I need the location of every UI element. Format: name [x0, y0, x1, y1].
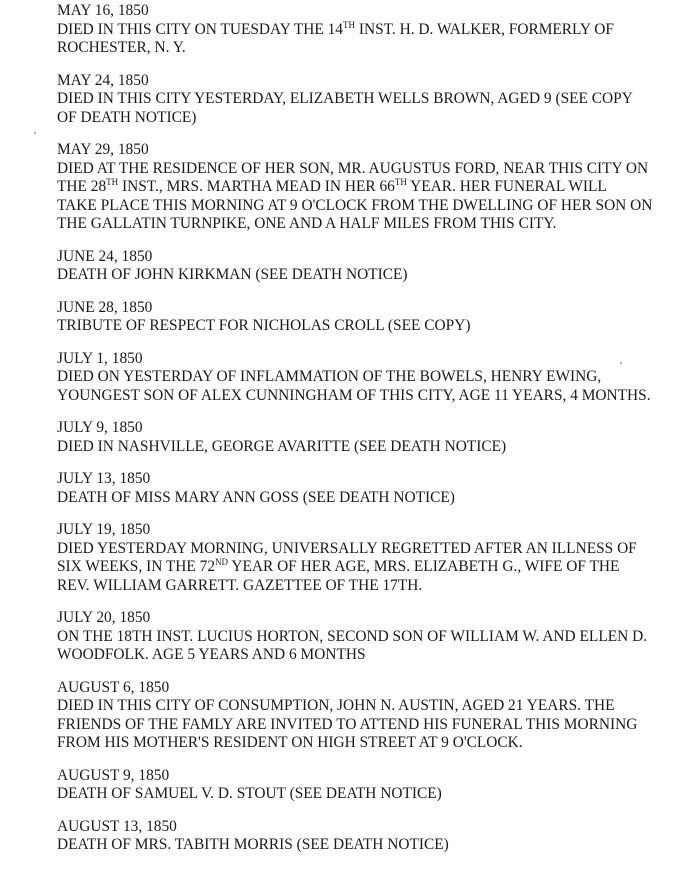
notice-text: WOODFOLK. AGE 5 YEARS AND 6 MONTHS [57, 646, 366, 663]
notice-date: MAY 16, 1850 [57, 2, 149, 19]
notice-text-line [57, 90, 687, 109]
notice-text: DIED IN NASHVILLE, GEORGE AVARITTE (SEE DEATH NOTICE) [57, 437, 507, 455]
notice-entry [57, 248, 687, 285]
ordinal-suffix: ND [215, 556, 229, 567]
notice-date: JULY 1, 1850 [57, 349, 143, 367]
notice-text-line [57, 215, 687, 234]
notice-entry [57, 419, 687, 456]
notice-text-line [57, 577, 687, 596]
notice-text-line [57, 785, 687, 804]
notice-text: DEATH OF MRS. TABITH MORRIS (SEE DEATH NOTICE) [57, 836, 449, 853]
notice-text-line [57, 178, 687, 197]
notice-text-line [57, 39, 687, 58]
ordinal-suffix: TH [106, 176, 119, 187]
notice-text: INST. H. D. WALKER, FORMERLY OF [355, 20, 614, 38]
notice-text: REV. WILLIAM GARRETT. GAZETTEE OF THE 17TH. [57, 576, 423, 594]
notice-text: YEAR. HER FUNERAL WILL [406, 178, 607, 195]
notice-text: TRIBUTE OF RESPECT FOR NICHOLAS CROLL (SEE COPY) [57, 317, 471, 334]
notice-text: DIED YESTERDAY MORNING, UNIVERSALLY REGRETTED AFTER AN ILLNESS OF [57, 539, 637, 557]
notice-entry [57, 350, 687, 406]
notice-text-line [57, 734, 687, 753]
notice-entry [57, 818, 687, 855]
notice-text-line [57, 438, 687, 457]
notice-text-line [57, 540, 687, 559]
notice-text: ROCHESTER, N. Y. [57, 39, 186, 56]
notice-entry [57, 72, 687, 128]
notice-date: MAY 29, 1850 [57, 141, 149, 158]
notice-date: JULY 20, 1850 [57, 609, 151, 626]
notice-text-line [57, 646, 687, 665]
notice-text: FRIENDS OF THE FAMLY ARE INVITED TO ATTEND HIS FUNERAL THIS MORNING [57, 715, 638, 733]
notice-text: INST., MRS. MARTHA MEAD IN HER 66 [118, 178, 395, 195]
notice-entry [57, 521, 687, 595]
notice-entry [57, 470, 687, 507]
notice-text: OF DEATH NOTICE) [57, 108, 197, 126]
notice-date: AUGUST 13, 1850 [57, 817, 177, 835]
notice-text: DEATH OF SAMUEL V. D. STOUT (SEE DEATH NOTICE) [57, 785, 442, 802]
notice-text: YEAR OF HER AGE, MRS. ELIZABETH G., WIFE OF THE [228, 558, 620, 575]
notice-text-line [57, 368, 687, 387]
notice-date: JUNE 28, 1850 [57, 298, 153, 316]
notice-text-line [57, 317, 687, 336]
notice-date: JULY 9, 1850 [57, 419, 143, 436]
notice-entry [57, 679, 687, 753]
notice-date: AUGUST 9, 1850 [57, 766, 170, 784]
notice-date: MAY 24, 1850 [57, 71, 149, 89]
notice-text: FROM HIS MOTHER'S RESIDENT ON HIGH STREET AT 9 O'CLOCK. [57, 734, 523, 751]
notice-text-line [57, 489, 687, 508]
notice-text: DIED AT THE RESIDENCE OF HER SON, MR. AUGUSTUS FORD, NEAR THIS CITY ON [57, 159, 649, 177]
notice-date: AUGUST 6, 1850 [57, 678, 170, 696]
notice-entry [57, 141, 687, 234]
notice-text-line [57, 109, 687, 128]
notice-entry [57, 299, 687, 336]
notice-text: DIED IN THIS CITY ON TUESDAY THE 14 [57, 20, 344, 38]
notice-text-line [57, 697, 687, 716]
notice-text-line [57, 558, 687, 577]
notice-text: THE 28 [57, 178, 107, 195]
notice-text-line [57, 21, 687, 40]
notice-date: JULY 19, 1850 [57, 521, 151, 538]
notice-text-line [57, 387, 687, 406]
notice-entry [57, 609, 687, 665]
notice-text-line [57, 160, 687, 179]
scan-speck [620, 362, 622, 364]
notice-text: DIED ON YESTERDAY OF INFLAMMATION OF THE BOWELS, HENRY EWING, [57, 368, 602, 385]
notice-entry [57, 2, 687, 58]
notice-text-line [57, 716, 687, 735]
notice-date: JUNE 24, 1850 [57, 247, 153, 265]
notice-text: TAKE PLACE THIS MORNING AT 9 O'CLOCK FROM THE DWELLING OF HER SON ON [57, 196, 653, 214]
notice-text-line [57, 266, 687, 285]
ordinal-suffix: TH [394, 176, 407, 187]
ordinal-suffix: TH [343, 19, 356, 30]
notice-text: YOUNGEST SON OF ALEX CUNNINGHAM OF THIS CITY, AGE 11 YEARS, 4 MONTHS. [57, 386, 651, 404]
notice-text: DEATH OF MISS MARY ANN GOSS (SEE DEATH NOTICE) [57, 488, 455, 506]
notice-text-line [57, 197, 687, 216]
notice-text: DIED IN THIS CITY OF CONSUMPTION, JOHN N. AUSTIN, AGED 21 YEARS. THE [57, 697, 615, 714]
notice-text-line [57, 836, 687, 855]
notice-text: SIX WEEKS, IN THE 72 [57, 558, 216, 575]
notice-text-line [57, 628, 687, 647]
notice-text: THE GALLATIN TURNPIKE, ONE AND A HALF MILES FROM THIS CITY. [57, 215, 557, 232]
scan-speck [34, 132, 36, 134]
notice-entry [57, 767, 687, 804]
notice-text: ON THE 18TH INST. LUCIUS HORTON, SECOND SON OF WILLIAM W. AND ELLEN D. [57, 627, 648, 645]
notice-text: DIED IN THIS CITY YESTERDAY, ELIZABETH WELLS BROWN, AGED 9 (SEE COPY [57, 90, 633, 107]
notice-text: DEATH OF JOHN KIRKMAN (SEE DEATH NOTICE) [57, 266, 408, 283]
document-page [57, 2, 687, 869]
notice-date: JULY 13, 1850 [57, 470, 151, 487]
